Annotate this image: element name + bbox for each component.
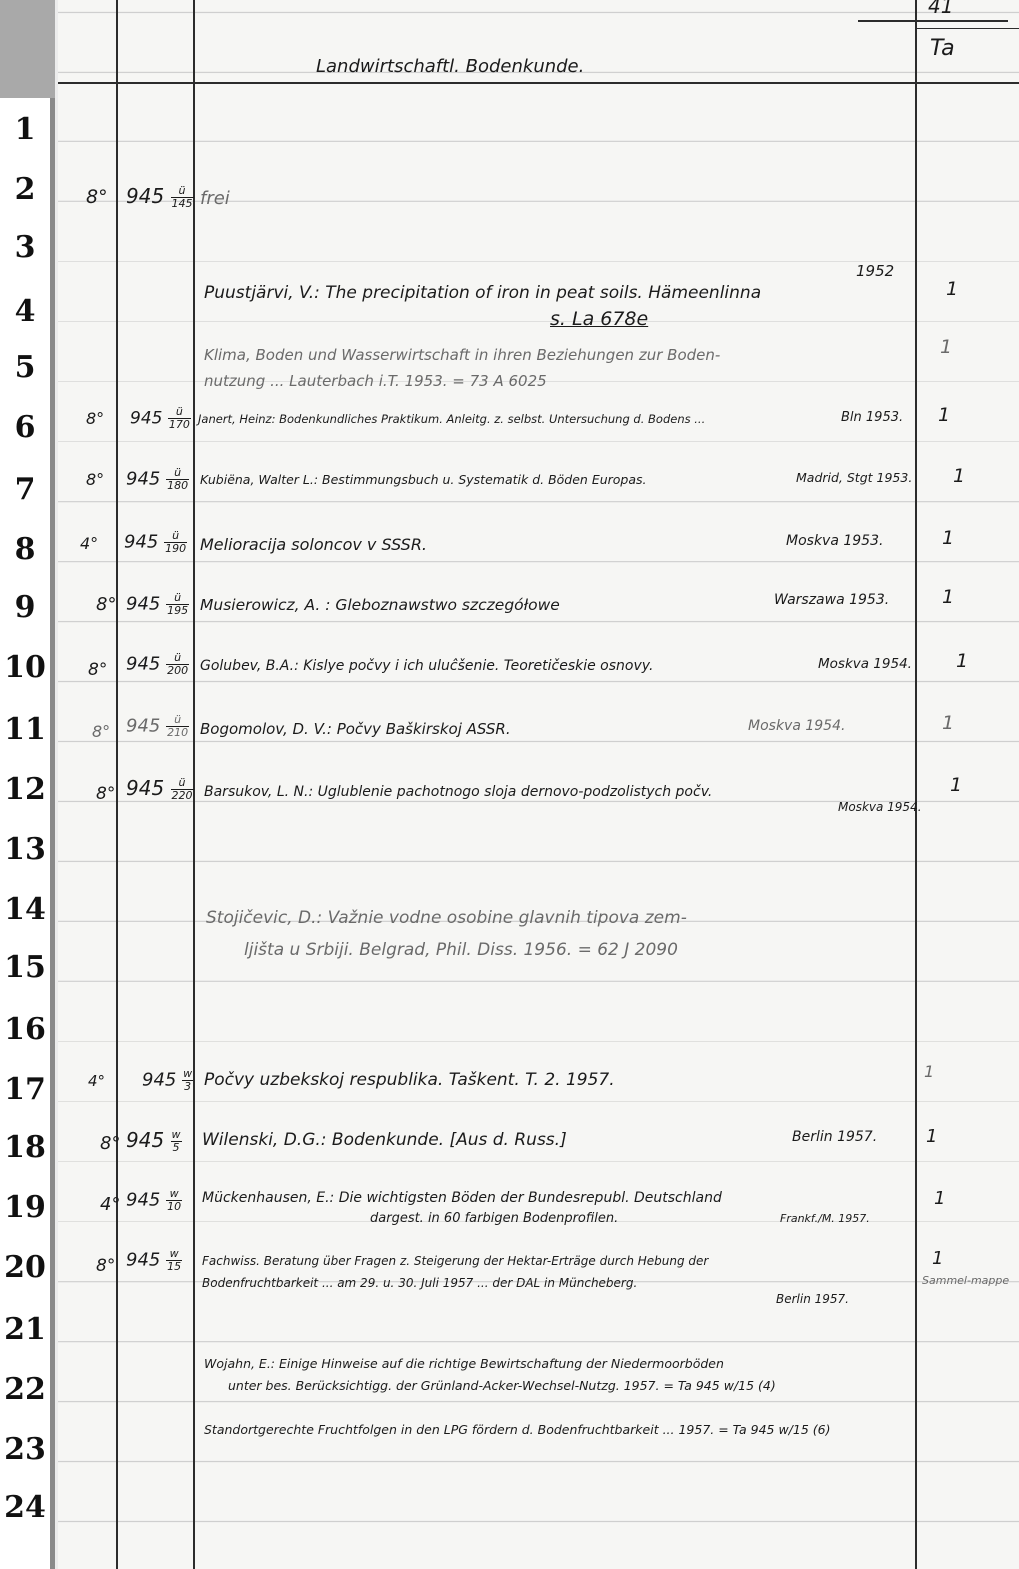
shelfmark-cell	[126, 592, 189, 617]
fraction-top: ü	[168, 406, 191, 419]
place-year-cell: Moskva 1954.	[748, 718, 846, 734]
shelfmark-fraction	[166, 1188, 182, 1213]
fraction-bottom: 210	[167, 726, 189, 739]
shelfmark-fraction	[166, 652, 189, 677]
place-year-cell: Berlin 1957.	[776, 1292, 849, 1306]
count-cell: 1	[926, 1126, 938, 1147]
count-cell: 1	[956, 650, 969, 672]
fraction-bottom: 195	[167, 604, 189, 617]
row-number: 4	[14, 294, 36, 329]
entry-text-line2: nutzung ... Lauterbach i.T. 1953. = 73 A 6025	[204, 372, 547, 390]
entry-text-line1: Fachwiss. Beratung über Fragen z. Steigerung der Hektar-Erträge durch Hebung der	[202, 1254, 709, 1268]
entry-text: frei	[200, 188, 230, 209]
page-title: Landwirtschaftl. Bodenkunde.	[316, 56, 585, 77]
entry-text: Barsukov, L. N.: Uglublenie pachotnogo sloja dernovo-podzolistych počv.	[204, 784, 713, 800]
fraction-top: ü	[171, 777, 194, 790]
row-number: 18	[4, 1130, 46, 1165]
fraction-top: ü	[166, 652, 189, 665]
shelfmark-number: 945	[126, 776, 165, 800]
row-number: 2	[14, 172, 36, 207]
shelfmark-fraction	[171, 185, 194, 210]
fraction-bottom: 190	[165, 542, 187, 555]
entry-text: Melioracija soloncov v SSSR.	[200, 535, 428, 554]
count-cell: 1	[938, 404, 951, 426]
fraction-bottom: 180	[167, 479, 189, 492]
row-number: 15	[4, 950, 46, 985]
fraction-top: ü	[171, 185, 194, 198]
count-cell: 1	[953, 465, 966, 487]
fraction-top: ü	[166, 592, 189, 605]
fraction-bottom: 220	[171, 789, 193, 802]
margin-note: Sammel-mappe	[922, 1274, 1010, 1287]
row-number-strip	[0, 0, 55, 1569]
fraction-bottom: 10	[167, 1200, 182, 1213]
shelfmark-fraction	[166, 714, 189, 739]
format-cell: 4°	[100, 1194, 121, 1215]
entry-text-line2: ljišta u Srbiji. Belgrad, Phil. Diss. 1956. = 62 J 2090	[244, 940, 678, 960]
entry-text-line2: Bodenfruchtbarkeit ... am 29. u. 30. Juli 1957 ... der DAL in Müncheberg.	[202, 1276, 638, 1290]
fraction-top: w	[183, 1067, 193, 1080]
count-cell: 1	[942, 712, 955, 734]
fraction-bottom: 15	[167, 1260, 182, 1273]
strip-corner	[0, 0, 55, 98]
entry-text: Kubiëna, Walter L.: Bestimmungsbuch u. Systematik d. Böden Europas.	[200, 472, 647, 487]
row-number: 14	[4, 892, 46, 927]
fraction-top: w	[166, 1248, 182, 1261]
shelfmark-number: 945	[142, 1069, 177, 1091]
row-number: 10	[4, 650, 46, 685]
format-cell: 8°	[86, 186, 108, 208]
row-number: 22	[4, 1372, 46, 1407]
entry-text-line1: Wojahn, E.: Einige Hinweise auf die richtige Bewirtschaftung der Niedermoorböden	[204, 1356, 724, 1371]
shelfmark-cell	[126, 1128, 182, 1154]
row-number: 16	[4, 1012, 46, 1047]
entry-reference: s. La 678e	[550, 308, 649, 330]
count-cell: 1	[950, 774, 963, 796]
format-cell: 4°	[88, 1072, 106, 1090]
count-cell: 1	[940, 336, 953, 358]
format-cell: 8°	[92, 722, 111, 741]
shelfmark-fraction	[168, 406, 191, 431]
row-number: 9	[14, 590, 36, 625]
shelfmark-cell	[126, 714, 189, 739]
page-number-rule	[858, 20, 1008, 22]
place-year-cell: Berlin 1957.	[792, 1129, 878, 1145]
place-year-cell: Madrid, Stgt 1953.	[796, 470, 913, 485]
shelfmark-fraction	[171, 777, 194, 802]
shelfmark-cell	[126, 1188, 182, 1213]
entry-text: Janert, Heinz: Bodenkundliches Praktikum. Anleitg. z. selbst. Untersuchung d. Bodens ...	[198, 412, 706, 426]
shelfmark-fraction	[166, 467, 189, 492]
entry-text-line2: dargest. in 60 farbigen Bodenprofilen.	[370, 1211, 619, 1226]
row-number: 23	[4, 1432, 46, 1467]
column-rule-count	[915, 0, 917, 1569]
shelfmark-cell	[126, 467, 189, 492]
entry-text-line1: Stojičevic, D.: Važnie vodne osobine glavnih tipova zem-	[206, 908, 687, 928]
row-number: 3	[14, 230, 36, 265]
format-cell: 8°	[96, 784, 116, 804]
entry-text-line1: Klima, Boden und Wasserwirtschaft in ihren Beziehungen zur Boden-	[204, 346, 721, 364]
row-number: 19	[4, 1190, 46, 1225]
shelfmark-fraction	[171, 1129, 182, 1154]
shelfmark-cell	[130, 406, 191, 431]
format-cell: 8°	[96, 1256, 116, 1276]
shelfmark-cell	[126, 1248, 182, 1273]
row-number: 24	[4, 1490, 46, 1525]
fraction-bottom: 200	[167, 664, 189, 677]
shelfmark-number: 945	[126, 1128, 165, 1152]
row-number: 20	[4, 1250, 46, 1285]
place-year-cell: Bln 1953.	[841, 410, 904, 425]
column-rule-format	[116, 0, 118, 1569]
shelfmark-cell	[126, 184, 194, 210]
shelfmark-cell	[126, 652, 189, 677]
entry-text: Wilenski, D.G.: Bodenkunde. [Aus d. Russ.]	[202, 1130, 567, 1150]
count-cell: 1	[946, 278, 959, 300]
strip-edge	[50, 98, 55, 1569]
format-cell: 8°	[86, 470, 105, 489]
shelfmark-number: 945	[124, 531, 159, 553]
shelfmark-fraction	[166, 1248, 182, 1273]
row-number: 11	[4, 712, 46, 747]
shelfmark-number: 945	[126, 715, 161, 737]
shelfmark-cell	[124, 530, 187, 555]
shelfmark-number: 945	[126, 1189, 161, 1211]
place-year-cell: Moskva 1953.	[786, 533, 884, 549]
format-cell: 8°	[88, 660, 108, 680]
fraction-top: ü	[166, 467, 189, 480]
signature-rule	[915, 28, 1019, 29]
fraction-top: ü	[166, 714, 189, 727]
shelfmark-number: 945	[126, 468, 161, 490]
signature: Ta	[930, 36, 955, 61]
entry-text: Golubev, B.A.: Kislye počvy i ich uluĉšenie. Teoretičeskie osnovy.	[200, 658, 654, 674]
fraction-top: ü	[164, 530, 187, 543]
shelfmark-fraction	[166, 592, 189, 617]
row-number: 5	[14, 350, 36, 385]
shelfmark-number: 945	[126, 593, 161, 615]
shelfmark-number: 945	[130, 408, 163, 429]
shelfmark-fraction	[164, 530, 187, 555]
entry-text-line1: Mückenhausen, E.: Die wichtigsten Böden der Bundesrepubl. Deutschland	[202, 1190, 722, 1206]
fraction-top: w	[171, 1128, 181, 1141]
shelfmark-number: 945	[126, 653, 161, 675]
header-rule	[58, 82, 1019, 84]
fraction-bottom: 5	[172, 1141, 180, 1154]
place-year-cell: Frankf./M. 1957.	[780, 1212, 870, 1225]
shelfmark-cell	[126, 776, 194, 802]
place-year-cell: Moskva 1954.	[818, 656, 912, 672]
count-cell: 1	[924, 1062, 935, 1081]
format-cell: 4°	[80, 534, 99, 553]
count-cell: 1	[942, 586, 955, 608]
row-number: 17	[4, 1072, 46, 1107]
entry-year: 1952	[856, 262, 895, 280]
entry-text: Standortgerechte Fruchtfolgen in den LPG fördern d. Bodenfruchtbarkeit ... 1957. = Ta 945 w/15 (6)	[204, 1422, 831, 1437]
fraction-bottom: 3	[184, 1080, 192, 1093]
place-year-cell: Warszawa 1953.	[774, 592, 890, 608]
format-cell: 8°	[100, 1133, 121, 1154]
row-number: 8	[14, 532, 36, 567]
shelfmark-cell	[142, 1068, 193, 1093]
ledger-page	[58, 0, 1019, 1569]
count-cell: 1	[932, 1248, 944, 1269]
fraction-bottom: 145	[171, 197, 193, 210]
fraction-top: w	[166, 1188, 182, 1201]
count-cell: 1	[942, 527, 955, 549]
row-number: 7	[14, 472, 36, 507]
entry-text: Počvy uzbekskoj respublika. Taškent. T. 2. 1957.	[204, 1070, 615, 1090]
place-year-cell: Moskva 1954.	[838, 800, 922, 814]
count-cell: 1	[934, 1188, 946, 1209]
row-number: 12	[4, 772, 46, 807]
row-number: 21	[4, 1312, 46, 1347]
entry-text: Musierowicz, A. : Gleboznawstwo szczegółowe	[200, 596, 560, 614]
format-cell: 8°	[96, 594, 117, 615]
entry-text-line2: unter bes. Berücksichtigg. der Grünland-Acker-Wechsel-Nutzg. 1957. = Ta 945 w/15 (4)	[228, 1378, 776, 1393]
row-number: 6	[14, 410, 36, 445]
row-number: 1	[14, 112, 36, 147]
entry-text: Puustjärvi, V.: The precipitation of iron in peat soils. Hämeenlinna	[204, 283, 762, 303]
shelfmark-fraction	[182, 1068, 193, 1093]
shelfmark-number: 945	[126, 1249, 161, 1271]
format-cell: 8°	[86, 409, 105, 428]
shelfmark-number: 945	[126, 184, 165, 208]
entry-text: Bogomolov, D. V.: Počvy Baškirskoj ASSR.	[200, 720, 511, 738]
row-number: 13	[4, 832, 46, 867]
fraction-bottom: 170	[168, 418, 190, 431]
page-number: 41	[928, 0, 954, 18]
